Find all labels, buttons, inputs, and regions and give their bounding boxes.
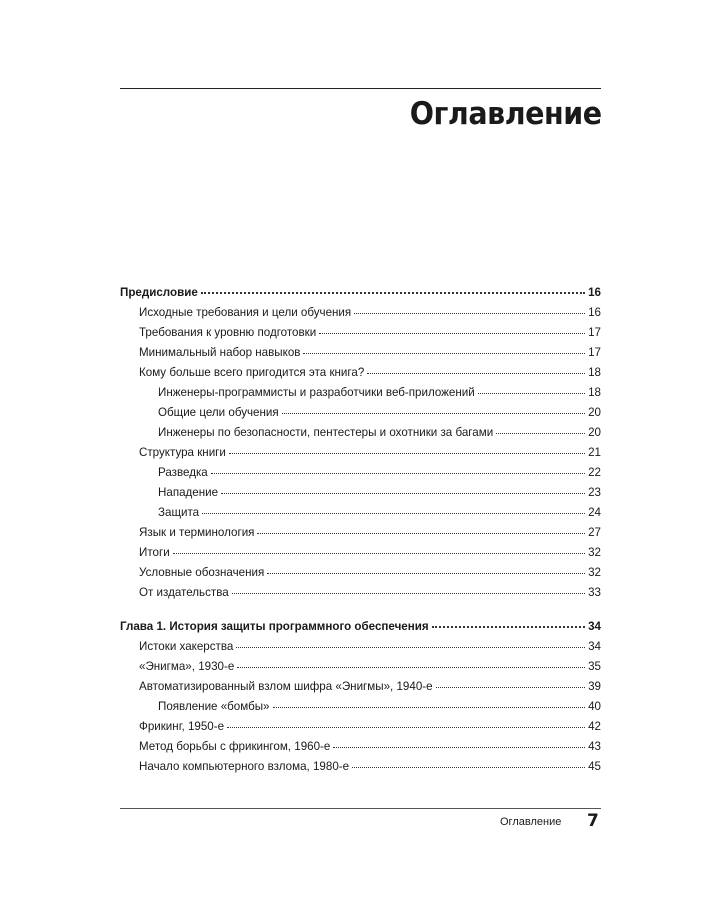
leader-dots <box>282 413 585 414</box>
toc-entry[interactable] <box>120 618 601 636</box>
toc-entry-label: Истоки хакерства <box>139 640 234 653</box>
leader-dots <box>173 553 585 554</box>
toc-entry-page: 33 <box>588 586 601 599</box>
toc-entry-label: Инженеры-программисты и разработчики веб-приложений <box>158 386 475 399</box>
toc-entry-label: Требования к уровню подготовки <box>139 326 317 339</box>
toc-entry-label: Метод борьбы с фрикингом, 1960-е <box>139 740 331 753</box>
toc-entry-page: 27 <box>588 526 601 539</box>
leader-dots <box>221 493 585 494</box>
toc-entry-label: Предисловие <box>120 286 198 299</box>
leader-dots <box>273 707 586 708</box>
toc-entry-label: Исходные требования и цели обучения <box>139 306 352 319</box>
footer-page-number: 7 <box>587 811 599 831</box>
toc-entry-page: 39 <box>588 680 601 693</box>
leader-dots <box>496 433 585 434</box>
toc-entry-label: Условные обозначения <box>139 566 265 579</box>
toc-entry-page: 18 <box>588 366 601 379</box>
toc-entry[interactable] <box>120 324 601 342</box>
leader-dots <box>227 727 585 728</box>
toc-entry[interactable] <box>120 504 601 522</box>
toc-entry[interactable] <box>120 738 601 756</box>
toc-entry-page: 42 <box>588 720 601 733</box>
leader-dots <box>367 373 585 374</box>
toc-entry[interactable] <box>120 638 601 656</box>
leader-dots <box>303 353 585 354</box>
leader-dots <box>436 687 586 688</box>
toc-entry[interactable] <box>120 344 601 362</box>
toc-entry[interactable] <box>120 464 601 482</box>
toc-entry[interactable] <box>120 564 601 582</box>
toc-entry-label: Защита <box>158 506 200 519</box>
toc-entry[interactable] <box>120 658 601 676</box>
toc-entry-label: Начало компьютерного взлома, 1980-е <box>139 760 350 773</box>
toc-entry-label: Фрикинг, 1950-е <box>139 720 225 733</box>
toc-entry-label: Инженеры по безопасности, пентестеры и охотники за багами <box>158 426 494 439</box>
toc-entry-page: 22 <box>588 466 601 479</box>
toc-entry-page: 20 <box>588 426 601 439</box>
toc-entry-label: Разведка <box>158 466 208 479</box>
toc-entry[interactable] <box>120 544 601 562</box>
toc-entry[interactable] <box>120 678 601 696</box>
toc-entry[interactable] <box>120 364 601 382</box>
leader-dots <box>229 453 585 454</box>
toc-entry[interactable] <box>120 698 601 716</box>
toc-entry[interactable] <box>120 524 601 542</box>
leader-dots <box>352 767 585 768</box>
toc-entry-page: 34 <box>588 640 601 653</box>
toc-entry[interactable] <box>120 404 601 422</box>
toc-entry[interactable] <box>120 758 601 776</box>
toc-entry-page: 32 <box>588 566 601 579</box>
leader-dots <box>333 747 585 748</box>
toc-entry-label: Глава 1. История защиты программного обеспечения <box>120 620 429 633</box>
toc-entry-page: 17 <box>588 326 601 339</box>
toc-entry[interactable] <box>120 304 601 322</box>
leader-dots <box>319 333 585 334</box>
toc-entry[interactable] <box>120 444 601 462</box>
toc-entry-label: Структура книги <box>139 446 226 459</box>
toc-entry-page: 40 <box>588 700 601 713</box>
toc-entry-page: 32 <box>588 546 601 559</box>
toc-entry-label: Кому больше всего пригодится эта книга? <box>139 366 365 379</box>
leader-dots <box>478 393 585 394</box>
toc-entry[interactable] <box>120 718 601 736</box>
leader-dots <box>267 573 585 574</box>
leader-dots <box>237 667 585 668</box>
toc-entry-label: От издательства <box>139 586 229 599</box>
toc-entry-page: 16 <box>588 286 601 299</box>
leader-dots <box>236 647 585 648</box>
top-rule <box>120 88 601 89</box>
toc-entry-label: Общие цели обучения <box>158 406 279 419</box>
toc-entry-page: 45 <box>588 760 601 773</box>
toc-entry-page: 21 <box>588 446 601 459</box>
toc-entry-page: 34 <box>588 620 601 633</box>
leader-dots <box>354 313 585 314</box>
toc-entry-page: 24 <box>588 506 601 519</box>
toc-entry-label: Автоматизированный взлом шифра «Энигмы», 1940-е <box>139 680 433 693</box>
toc-entry-page: 43 <box>588 740 601 753</box>
toc-entry-page: 18 <box>588 386 601 399</box>
toc-entry-page: 35 <box>588 660 601 673</box>
leader-dots <box>211 473 585 474</box>
toc-entry[interactable] <box>120 384 601 402</box>
toc-entry[interactable] <box>120 584 601 602</box>
leader-dots <box>201 292 585 294</box>
footer-section-label: Оглавление <box>500 816 562 828</box>
toc-entry[interactable] <box>120 484 601 502</box>
toc-entry[interactable] <box>120 424 601 442</box>
toc-entry[interactable] <box>120 284 601 302</box>
leader-dots <box>257 533 585 534</box>
toc-entry-label: «Энигма», 1930-е <box>139 660 235 673</box>
leader-dots <box>432 626 585 628</box>
footer-rule <box>120 808 601 809</box>
leader-dots <box>202 513 585 514</box>
toc-entry-page: 23 <box>588 486 601 499</box>
toc-entry-label: Появление «бомбы» <box>158 700 270 713</box>
toc-entry-label: Нападение <box>158 486 219 499</box>
toc-entry-page: 20 <box>588 406 601 419</box>
toc-entry-label: Итоги <box>139 546 170 559</box>
leader-dots <box>232 593 585 594</box>
toc-entry-label: Язык и терминология <box>139 526 255 539</box>
toc-entry-label: Минимальный набор навыков <box>139 346 301 359</box>
page-title: Оглавление <box>410 96 602 132</box>
toc-entry-page: 16 <box>588 306 601 319</box>
toc-entry-page: 17 <box>588 346 601 359</box>
